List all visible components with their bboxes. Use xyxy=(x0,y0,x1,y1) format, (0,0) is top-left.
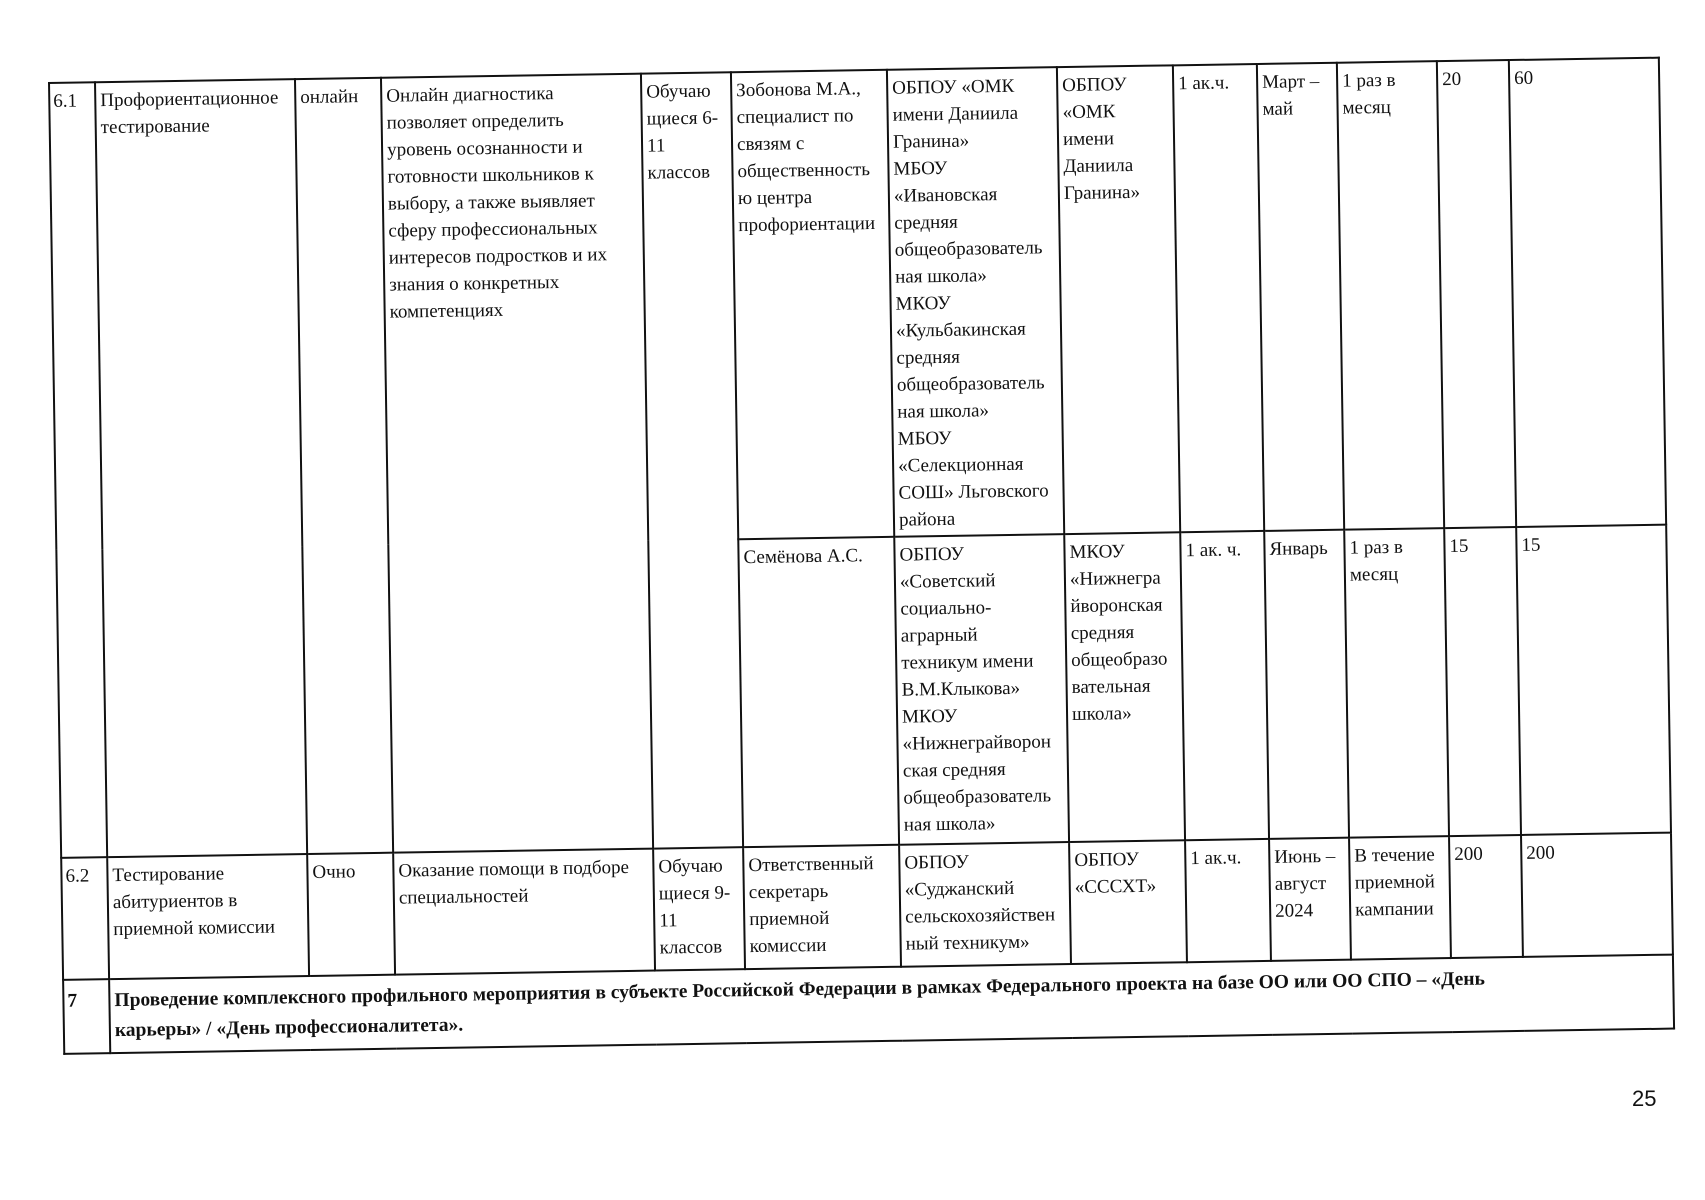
section-heading-cell: Проведение комплексного профильного мероприятия в субъекте Российской Федерации в рамках Федерального проекта на базе ОО или ОО СПО – «День карьеры» / «День профессионалитета». xyxy=(109,955,1674,1054)
duration-cell: 1 ак.ч. xyxy=(1185,839,1271,962)
participants-cell: ОБПОУ «Суджанский сельскохозяйствен ный техникум» xyxy=(899,842,1071,967)
event-plan-table xyxy=(48,57,1675,1055)
period-cell: Март – май xyxy=(1257,63,1344,531)
event-name-cell: Тестирование абитуриентов в приемной комиссии xyxy=(107,854,309,979)
event-plan-table-sheet xyxy=(48,57,1674,1092)
period-cell: Январь xyxy=(1264,530,1349,839)
format-cell: Очно xyxy=(307,853,395,976)
count-cell: 20 xyxy=(1437,60,1516,528)
audience-cell: Обучаю щиеся 9- 11 классов xyxy=(653,847,745,970)
audience-cell: Обучаю щиеся 6- 11 классов xyxy=(641,72,743,848)
count-total-cell: 60 xyxy=(1509,58,1666,527)
venue-cell: МКОУ «Нижнегра йворонская средняя общеобразо вательная школа» xyxy=(1064,532,1185,842)
count-total-cell: 200 xyxy=(1521,833,1673,957)
page-number: 25 xyxy=(1632,1086,1657,1111)
description-cell: Онлайн диагностика позволяет определить уровень осознанности и готовности школьников к выбору, а также выявляет сферу профессиональных интересов подростков и их знания о конкретных компетенциях xyxy=(381,74,653,853)
venue-cell: ОБПОУ «СССХТ» xyxy=(1069,840,1187,964)
responsible-cell: Семёнова А.С. xyxy=(738,537,899,847)
count-cell: 200 xyxy=(1449,835,1523,958)
frequency-cell: 1 раз в месяц xyxy=(1337,61,1444,530)
format-cell: онлайн xyxy=(295,78,393,854)
responsible-cell: Ответственный секретарь приемной комиссии xyxy=(743,845,901,969)
event-name-cell: Профориентационное тестирование xyxy=(95,79,307,857)
participants-cell: ОБПОУ «ОМК имени Даниила Гранина» МБОУ «Ивановская средняя общеобразователь ная школа» МКОУ «Кульбакинская средняя общеобразователь ная школа» МБОУ «Селекционная СОШ» Льговского района xyxy=(887,67,1064,537)
duration-cell: 1 ак. ч. xyxy=(1180,531,1269,840)
frequency-cell: 1 раз в месяц xyxy=(1344,528,1449,838)
duration-cell: 1 ак.ч. xyxy=(1173,64,1264,532)
row-number: 6.2 xyxy=(61,857,109,980)
row-number: 7 xyxy=(63,979,110,1054)
frequency-cell: В течение приемной кампании xyxy=(1349,836,1451,960)
count-total-cell: 15 xyxy=(1516,525,1671,835)
participants-cell: ОБПОУ «Советский социально- аграрный техникум имени В.М.Клыкова» МКОУ «Нижнеграйворон ская средняя общеобразователь ная школа» xyxy=(894,534,1069,845)
venue-cell: ОБПОУ «ОМК имени Даниила Гранина» xyxy=(1057,65,1180,534)
description-cell: Оказание помощи в подборе специальностей xyxy=(393,849,655,975)
table-row xyxy=(49,58,1666,550)
period-cell: Июнь – август 2024 xyxy=(1269,838,1351,961)
responsible-cell: Зобонова М.А., специалист по связям с общественность ю центра профориентации xyxy=(731,70,894,539)
row-number: 6.1 xyxy=(49,82,107,858)
count-cell: 15 xyxy=(1444,527,1521,836)
